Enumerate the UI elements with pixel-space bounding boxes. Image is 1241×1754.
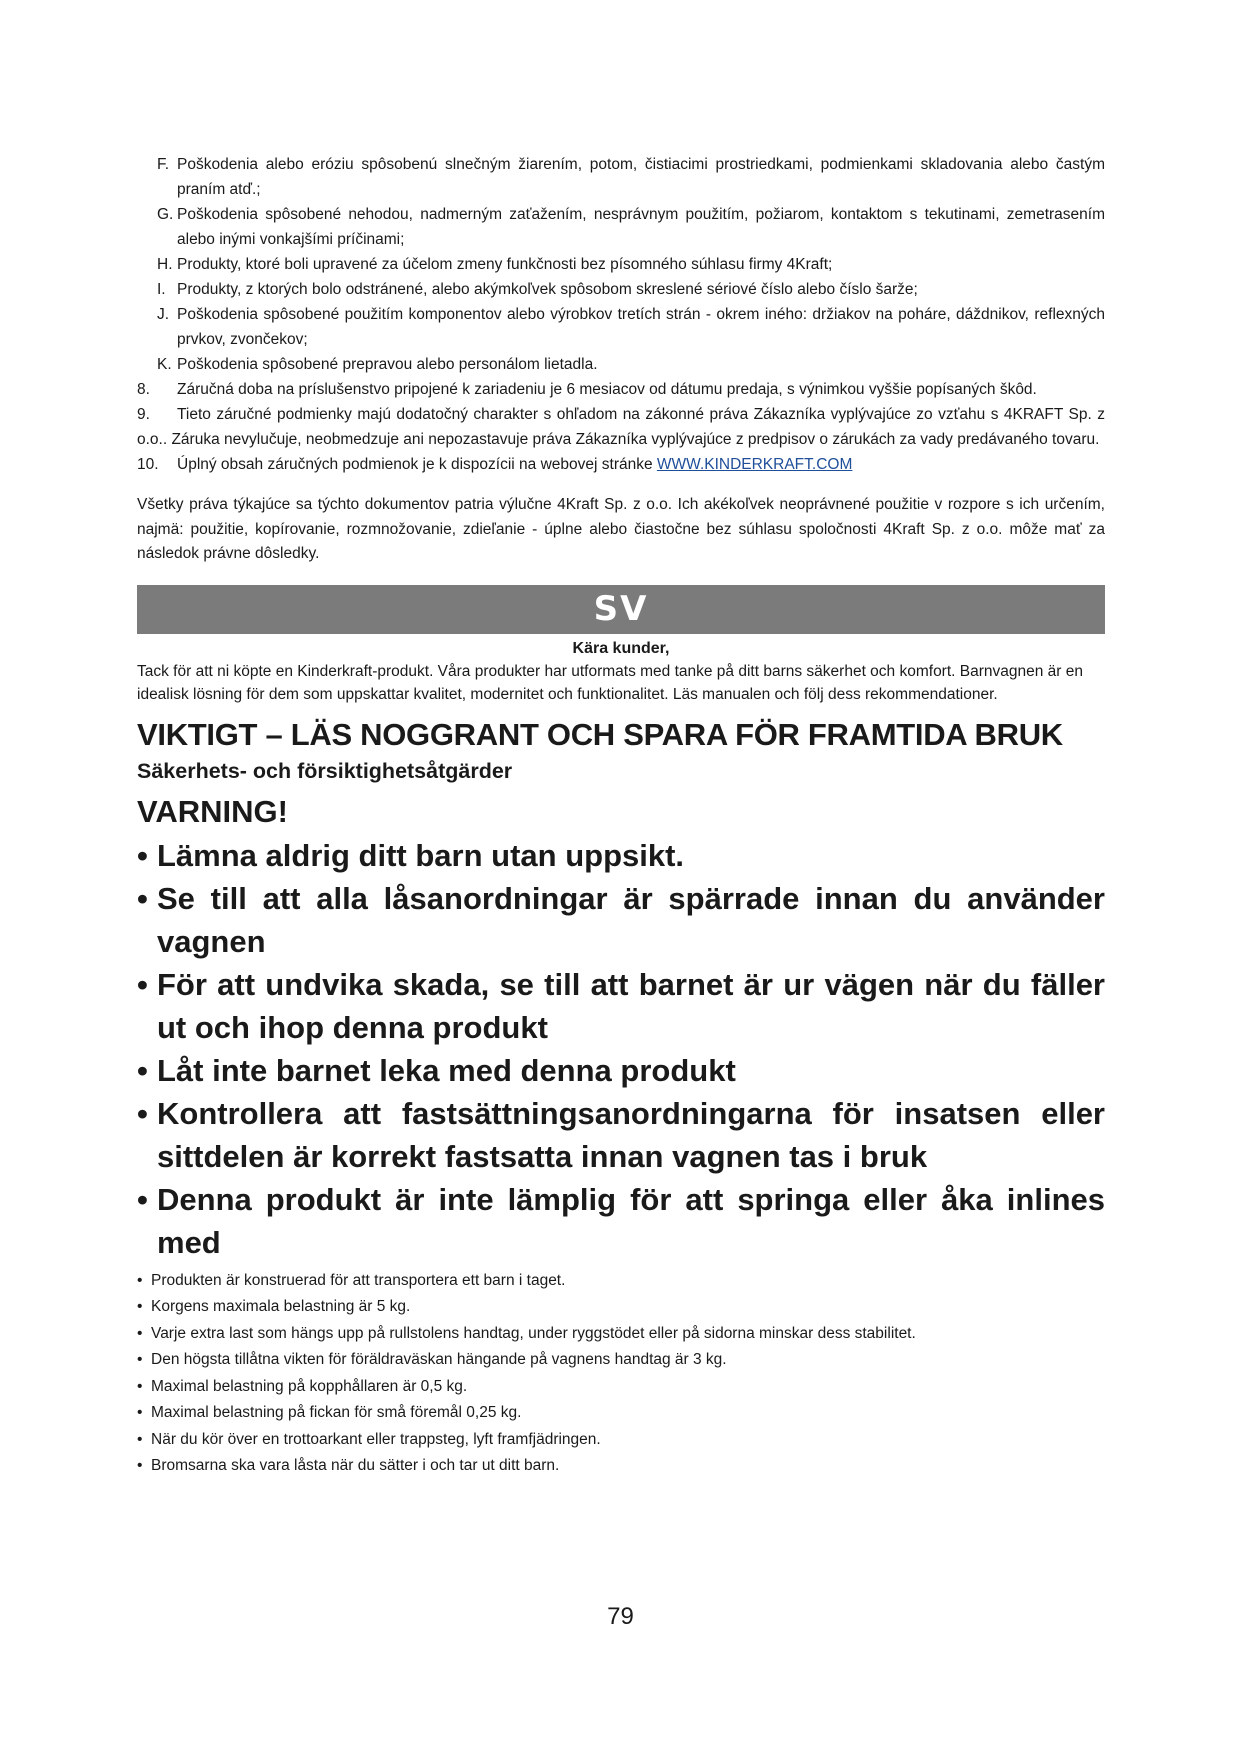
list-item: • Kontrollera att fastsättningsanordningarna för insatsen eller sittdelen är korrekt fastsatta innan vagnen tas i bruk <box>137 1092 1105 1178</box>
bullet-icon: • <box>137 837 148 873</box>
safety-heading: Säkerhets- och försiktighetsåtgärder <box>137 758 513 783</box>
list-item: F. Poškodenia alebo eróziu spôsobenú slnečným žiarením, potom, čistiacimi prostriedkami, podmienkami skladovania alebo častým praním atď.; <box>157 156 1105 198</box>
bullet-icon: • <box>137 1052 148 1088</box>
list-item: J. Poškodenia spôsobené použitím komponentov alebo výrobkov tretích strán - okrem iného: držiakov na poháre, dáždnikov, reflexných prvkov, zvončekov; <box>157 306 1105 348</box>
bullet-icon: • <box>137 1457 143 1474</box>
list-item: 9. Tieto záručné podmienky majú dodatočný charakter s ohľadom na zákonné práva Zákazníka vyplývajúce zo vzťahu s 4KRAFT Sp. z o.o.. Záruka nevylučuje, neobmedzuje ani nepozastavuje práva Zákazníka vyplývajúce z predpisov o zárukách za vady predávaného tovaru. <box>137 406 1105 448</box>
list-item: • Maximal belastning på kopphållaren är 0,5 kg. <box>137 1374 1105 1401</box>
bullet-icon: • <box>137 1324 143 1342</box>
bullet-icon: • <box>137 1404 143 1421</box>
important-heading: VIKTIGT – LÄS NOGGRANT OCH SPARA FÖR FRAMTIDA BRUK <box>137 716 1063 752</box>
bullet-icon: • <box>137 1377 143 1395</box>
bullet-icon: • <box>137 1095 148 1131</box>
additional-warnings-list <box>137 1268 1105 1480</box>
list-item: • Korgens maximala belastning är 5 kg. <box>137 1294 1105 1321</box>
bullet-icon: • <box>137 1271 143 1289</box>
list-item: 8. Záručná doba na príslušenstvo pripojené k zariadeniu je 6 mesiacov od dátumu predaja, s výnimkou vyššie popísaných škôd. <box>137 381 1037 398</box>
page-content <box>137 152 1105 1480</box>
bullet-icon: • <box>137 880 148 916</box>
list-item: • Den högsta tillåtna vikten för föräldraväskan hängande på vagnens handtag är 3 kg. <box>137 1347 1105 1374</box>
bullet-icon: • <box>137 966 148 1002</box>
list-item: • Bromsarna ska vara låsta när du sätter i och tar ut ditt barn. <box>137 1453 1105 1480</box>
list-item: • När du kör över en trottoarkant eller trappsteg, lyft framfjädringen. <box>137 1427 1105 1454</box>
list-item: I. Produkty, z ktorých bolo odstránené, alebo akýmkoľvek spôsobom skreslené sériové číslo alebo číslo šarže; <box>157 281 918 298</box>
main-warnings-list <box>137 834 1105 1264</box>
language-banner <box>137 585 1105 634</box>
list-item: • Maximal belastning på fickan för små föremål 0,25 kg. <box>137 1400 1105 1427</box>
list-item: 10. Úplný obsah záručných podmienok je k dispozícii na webovej stránke WWW.KINDERKRAFT.COM <box>137 456 853 473</box>
list-item: G. Poškodenia spôsobené nehodou, nadmerným zaťažením, nesprávnym použitím, požiarom, kontaktom s tekutinami, zemetrasením alebo inými vonkajšími príčinami; <box>157 206 1105 248</box>
warning-heading: VARNING! <box>137 793 288 829</box>
list-item: • Varje extra last som hängs upp på rullstolens handtag, under ryggstödet eller på sidorna minskar dess stabilitet. <box>137 1321 1105 1348</box>
list-item: • Låt inte barnet leka med denna produkt <box>137 1049 1105 1092</box>
kinderkraft-website-link[interactable]: WWW.KINDERKRAFT.COM <box>656 456 853 473</box>
bullet-icon: • <box>137 1298 143 1315</box>
bullet-icon: • <box>137 1351 143 1368</box>
greeting: Kära kunder, <box>572 639 670 657</box>
rights-notice: Všetky práva týkajúce sa týchto dokumentov patria výlučne 4Kraft Sp. z o.o. Ich akékoľvek neoprávnené použitie v rozpore s ich určením, najmä: použitie, kopírovanie, rozmnožovanie, zdieľanie - úplne alebo čiastočne bez súhlasu spoločnosti 4Kraft Sp. z o.o. môže mať za následok právne dôsledky. <box>137 496 1105 562</box>
intro-paragraph: Tack för att ni köpte en Kinderkraft-produkt. Våra produkter har utformats med tanke på ditt barns säkerhet och komfort. Barnvagnen är en idealisk lösning för dem som uppskattar kvalitet, modernitet och funktionalitet. Läs manualen och följ dess rekommendationer. <box>137 662 1083 703</box>
list-item: K. Poškodenia spôsobené prepravou alebo personálom lietadla. <box>157 356 598 373</box>
list-item: • Produkten är konstruerad för att transportera ett barn i taget. <box>137 1268 1105 1295</box>
bullet-icon: • <box>137 1181 148 1217</box>
bullet-icon: • <box>137 1430 143 1448</box>
list-item: • Se till att alla låsanordningar är spärrade innan du använder vagnen <box>137 877 1105 963</box>
list-item: • Denna produkt är inte lämplig för att springa eller åka inlines med <box>137 1178 1105 1264</box>
language-code: SV <box>593 589 649 629</box>
list-item: • För att undvika skada, se till att barnet är ur vägen när du fäller ut och ihop denna produkt <box>137 963 1105 1049</box>
warranty-exclusions-list <box>157 152 1105 377</box>
warranty-numbered-list <box>137 377 1105 477</box>
list-item: H. Produkty, ktoré boli upravené za účelom zmeny funkčnosti bez písomného súhlasu firmy 4Kraft; <box>157 256 833 273</box>
page-number: 79 <box>607 1603 634 1630</box>
list-item: • Lämna aldrig ditt barn utan uppsikt. <box>137 834 1105 877</box>
